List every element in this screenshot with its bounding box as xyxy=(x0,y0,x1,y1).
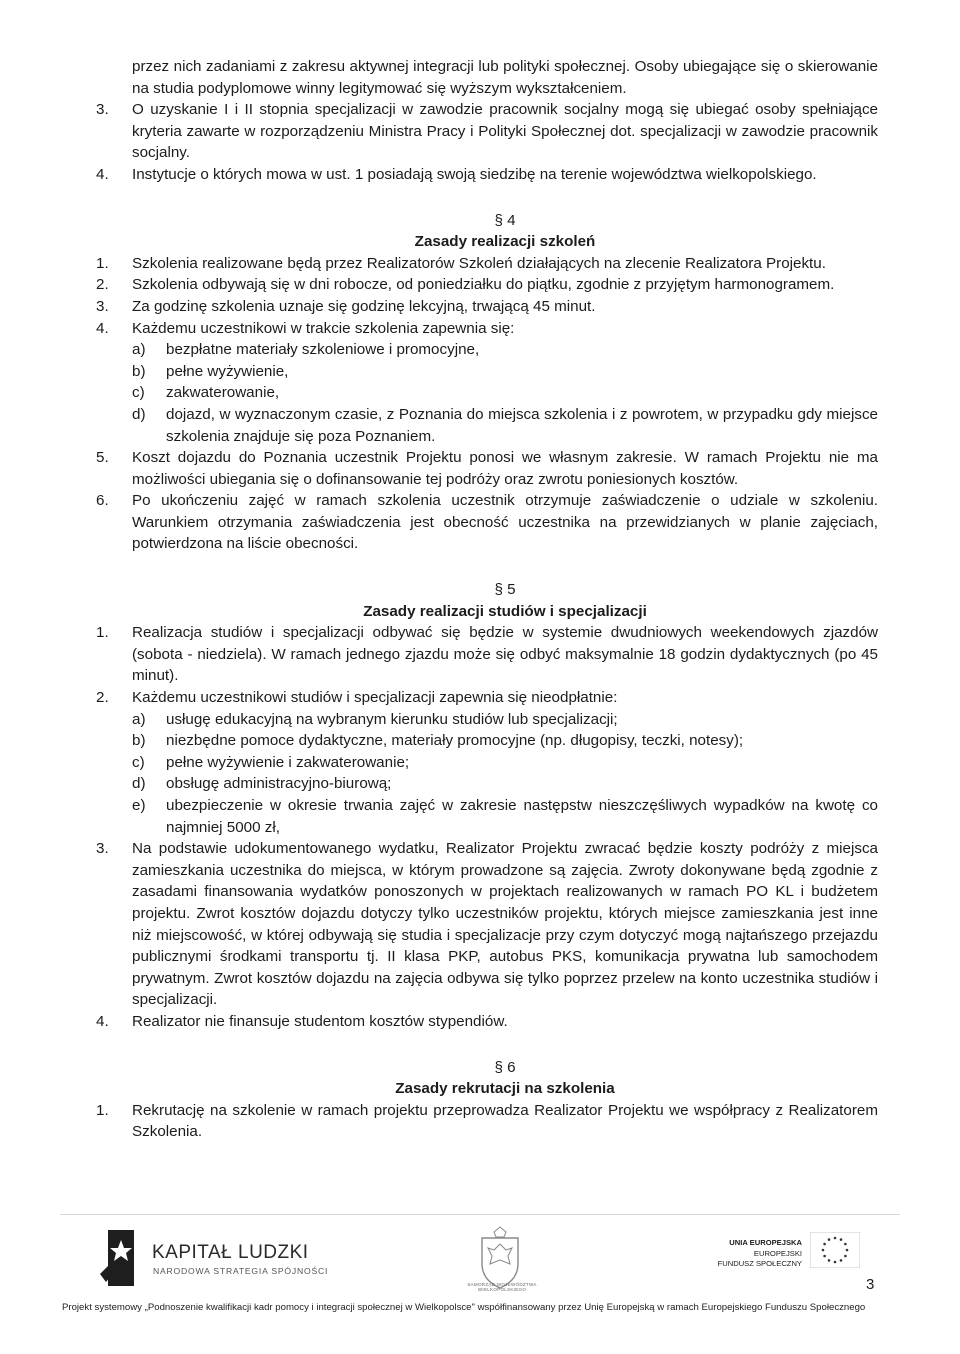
section-5-sign: § 5 xyxy=(494,581,516,599)
item-text: przez nich zadaniami z zakresu aktywnej integracji lub polityki społecznej. Osoby ubiegające się o skierowanie na studia podyplomowe winny legitymować się wyższym wykształceniem. xyxy=(132,58,878,97)
item-text: Realizator nie finansuje studentom kosztów stypendiów. xyxy=(132,1012,508,1030)
section-6-title: Zasady rekrutacji na szkolenia xyxy=(395,1080,615,1098)
list-item xyxy=(96,274,878,296)
section-6-sign: § 6 xyxy=(494,1058,516,1076)
item-text: Koszt dojazdu do Poznania uczestnik Projektu ponosi we własnym zakresie. W ramach Projektu nie ma możliwości ubiegania się o dofinansowanie tej podróży oraz zwrotu poniesionych kosztów. xyxy=(132,449,878,488)
item-number: 1. xyxy=(96,254,109,272)
sub-item-letter: d) xyxy=(132,775,146,793)
sub-item-text: niezbędne pomoce dydaktyczne, materiały promocyjne (np. długopisy, teczki, notesy); xyxy=(166,732,744,750)
project-footer-text: Projekt systemowy „Podnoszenie kwalifikacji kadr pomocy i integracji społecznej w Wielkopolsce" współfinansowany przez Unię Europejską w ramach Europejskiego Funduszu Społecznego xyxy=(62,1302,866,1313)
item-number: 6. xyxy=(96,492,109,510)
sub-item-letter: b) xyxy=(132,732,146,750)
sub-item-letter: a) xyxy=(132,710,146,728)
sub-item xyxy=(96,773,878,795)
item-number: 3. xyxy=(96,840,109,858)
sub-item-letter: d) xyxy=(132,405,146,423)
item-text: Po ukończeniu zajęć w ramach szkolenia uczestnik otrzymuje zaświadczenie o udziale w szkoleniu. Warunkiem otrzymania zaświadczenia jest obecność uczestnika na przewidzianych w planie zajęciach, potwierdzona na liście obecności. xyxy=(132,492,878,553)
item-text: Każdemu uczestnikowi w trakcie szkolenia zapewnia się: xyxy=(132,319,515,337)
item-text: Realizacja studiów i specjalizacji odbywać się będzie w systemie dwudniowych weekendowych zjazdów (sobota - niedziela). W ramach jednego zjazdu może się odbyć maksymalnie 18 godzin dydaktycznych (po 45 minut). xyxy=(132,624,878,685)
item-number: 2. xyxy=(96,689,109,707)
list-item xyxy=(96,1011,878,1033)
sub-item xyxy=(96,752,878,774)
list-item xyxy=(96,1100,878,1143)
footer-divider xyxy=(60,1214,900,1215)
sub-item xyxy=(96,361,878,383)
eu-fund-line-1: EUROPEJSKI xyxy=(753,1248,802,1258)
list-item xyxy=(96,622,878,687)
sub-item-letter: a) xyxy=(132,341,146,359)
page-number: 3 xyxy=(866,1276,875,1293)
sub-item xyxy=(96,730,878,752)
item-text: Każdemu uczestnikowi studiów i specjalizacji zapewnia się nieodpłatnie: xyxy=(132,689,618,707)
item-text: O uzyskanie I i II stopnia specjalizacji w zawodzie pracownik socjalny mogą się ubiegać osoby spełniające kryteria zawarte w rozporządzeniu Ministra Pracy i Polityki Społecznej dot. specjalizacji w zawodzie pracownik socjalny. xyxy=(132,101,878,162)
item-number: 1. xyxy=(96,624,109,642)
list-item xyxy=(96,447,878,490)
list-item xyxy=(96,490,878,555)
sub-item xyxy=(96,404,878,447)
item-number: 3. xyxy=(96,297,109,315)
eu-name: UNIA EUROPEJSKA xyxy=(729,1238,802,1247)
item-number: 1. xyxy=(96,1101,109,1119)
eu-fund-line-2: FUNDUSZ SPOŁECZNY xyxy=(717,1259,802,1268)
section-4-sign: § 4 xyxy=(494,211,516,229)
sub-item xyxy=(96,339,878,361)
item-text: Za godzinę szkolenia uznaje się godzinę lekcyjną, trwającą 45 minut. xyxy=(132,297,596,315)
item-text: Na podstawie udokumentowanego wydatku, Realizator Projektu zwracać będzie koszty podróży z miejsca zamieszkania uczestnika do miejsca, w którym prowadzone są zajęcia. Zwroty dokonywane będą zgodnie z zasadami finansowania wydatków ponoszonych w projektach realizowanych w ramach PO KL i budżetem projektu. Zwrot kosztów dojazdu dotyczy tylko uczestników projektu, których miejsce zamieszkania jest inne niż miejscowość, w której odbywają się studia i specjalizacje przy czym dotyczyć mogą najtańszego przejazdu publicznymi środkami transportu tj. II klasa PKP, autobus PKS, komunikacja prywatna lub samochodem prywatnym. Zwrot kosztów dojazdu na zajęcia odbywa się tylko poprzez przelew na konto uczestnika studiów i specjalizacji. xyxy=(132,840,878,1009)
kapital-ludzki-subtitle: NARODOWA STRATEGIA SPÓJNOŚCI xyxy=(153,1266,329,1276)
paragraph-continuation xyxy=(96,56,878,99)
list-item xyxy=(96,687,878,709)
list-item xyxy=(96,318,878,340)
list-item xyxy=(96,296,878,318)
sub-item-letter: e) xyxy=(132,797,146,814)
sub-item xyxy=(96,795,878,838)
sub-item-letter: c) xyxy=(132,753,145,771)
item-text: Rekrutację na szkolenie w ramach projektu przeprowadza Realizator Projektu we współpracy z Realizatorem Szkolenia. xyxy=(132,1101,878,1141)
sub-item-text: bezpłatne materiały szkoleniowe i promocyjne, xyxy=(166,341,480,359)
eu-text-block xyxy=(690,1238,802,1270)
sub-item-text: dojazd, w wyznaczonym czasie, z Poznania do miejsca szkolenia i z powrotem, w przypadku gdy miejsce szkolenia znajduje się poza Poznaniem. xyxy=(166,405,878,445)
sub-item xyxy=(96,382,878,404)
crest-label: SAMORZĄD WOJEWÓDZTWA WIELKOPOLSKIEGO xyxy=(467,1282,537,1292)
sub-item-text: pełne wyżywienie, xyxy=(166,362,289,380)
sub-item xyxy=(96,709,878,731)
item-number: 4. xyxy=(96,1012,109,1030)
item-text: Szkolenia odbywają się w dni robocze, od poniedziałku do piątku, zgodnie z przyjętym harmonogramem. xyxy=(132,276,835,294)
sub-item-letter: b) xyxy=(132,362,146,380)
sub-item-text: zakwaterowanie, xyxy=(166,384,280,402)
sub-item-letter: c) xyxy=(132,384,145,402)
item-number: 4. xyxy=(96,319,109,337)
section-5-title: Zasady realizacji studiów i specjalizacji xyxy=(363,602,647,620)
sub-item-text: usługę edukacyjną na wybranym kierunku studiów lub specjalizacji; xyxy=(166,710,618,728)
list-item xyxy=(96,838,878,1011)
list-item xyxy=(96,99,878,164)
item-number: 2. xyxy=(96,276,109,294)
kapital-ludzki-title: KAPITAŁ LUDZKI xyxy=(152,1242,309,1263)
sub-item-text: obsługę administracyjno-biurową; xyxy=(166,775,392,793)
item-number: 5. xyxy=(96,449,109,467)
eu-flag-icon xyxy=(810,1232,860,1268)
item-number: 3. xyxy=(96,101,109,119)
sub-item-text: pełne wyżywienie i zakwaterowanie; xyxy=(166,753,410,771)
list-item xyxy=(96,164,878,186)
item-text: Szkolenia realizowane będą przez Realizatorów Szkoleń działających na zlecenie Realizatora Projektu. xyxy=(132,254,826,272)
item-text: Instytucje o których mowa w ust. 1 posiadają swoją siedzibę na terenie województwa wielkopolskiego. xyxy=(132,165,817,183)
section-4-title: Zasady realizacji szkoleń xyxy=(414,233,596,251)
sub-item-text: ubezpieczenie w okresie trwania zajęć w zakresie następstw nieszczęśliwych wypadków na kwotę co najmniej 5000 zł, xyxy=(166,797,878,836)
document-body xyxy=(96,56,878,1143)
list-item xyxy=(96,253,878,275)
item-number: 4. xyxy=(96,165,109,183)
